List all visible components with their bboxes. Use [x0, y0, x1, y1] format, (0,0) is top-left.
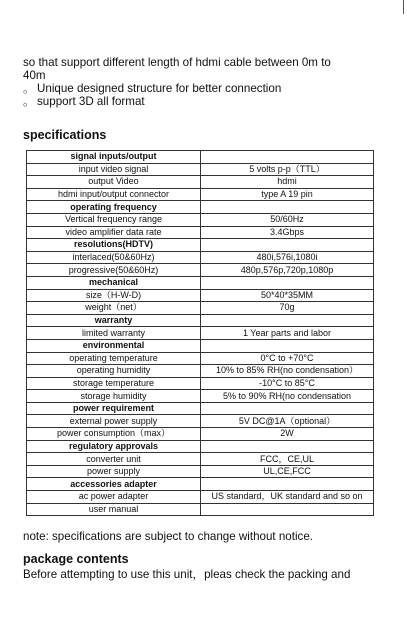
table-section-row [27, 276, 374, 289]
table-section-row [27, 151, 374, 164]
spec-value-cell: 480i,576i,1080i [201, 251, 374, 264]
table-row [27, 365, 374, 378]
package-contents-text: Before attempting to use this unit，pleas check the packing and [23, 568, 351, 581]
spec-label-cell: progressive(50&60Hz) [27, 264, 201, 277]
table-row [27, 163, 374, 176]
spec-value-cell: 50*40*35MM [201, 289, 374, 302]
table-section-row [27, 314, 374, 327]
spec-label-cell: operating frequency [27, 201, 201, 214]
table-row [27, 226, 374, 239]
spec-label-cell: ac power adapter [27, 491, 201, 504]
table-row [27, 264, 374, 277]
spec-value-cell [201, 314, 374, 327]
spec-label-cell: mechanical [27, 276, 201, 289]
spec-label-cell: external power supply [27, 415, 201, 428]
bullet-text: Unique designed structure for better connection [37, 82, 282, 95]
spec-label-cell: user manual [27, 503, 201, 516]
spec-label-cell: input video signal [27, 163, 201, 176]
spec-value-cell [201, 503, 374, 516]
spec-value-cell: US standard，UK standard and so on [201, 491, 374, 504]
table-row [27, 377, 374, 390]
specifications-table [26, 150, 374, 516]
bullet-item [23, 95, 393, 108]
spec-value-cell [201, 339, 374, 352]
spec-label-cell: resolutions(HDTV) [27, 239, 201, 252]
spec-label-cell: storage temperature [27, 377, 201, 390]
spec-value-cell [201, 402, 374, 415]
spec-label-cell: storage humidity [27, 390, 201, 403]
spec-label-cell: operating temperature [27, 352, 201, 365]
spec-label-cell: interlaced(50&60Hz) [27, 251, 201, 264]
table-section-row [27, 440, 374, 453]
table-row [27, 465, 374, 478]
table-row [27, 251, 374, 264]
bullet-mark: 。 [23, 95, 35, 108]
spec-value-cell: 50/60Hz [201, 213, 374, 226]
spec-value-cell [201, 239, 374, 252]
spec-label-cell: power requirement [27, 402, 201, 415]
table-row [27, 415, 374, 428]
spec-value-cell: hdmi [201, 176, 374, 189]
table-section-row [27, 201, 374, 214]
spec-value-cell: 5V DC@1A（optional） [201, 415, 374, 428]
bullet-mark: 。 [23, 82, 35, 95]
bullet-item [23, 82, 393, 95]
table-row [27, 302, 374, 315]
spec-label-cell: power supply [27, 465, 201, 478]
spec-label-cell: environmental [27, 339, 201, 352]
spec-value-cell: FCC，CE,UL [201, 453, 374, 466]
spec-label-cell: output Video [27, 176, 201, 189]
spec-label-cell: hdmi input/output connector [27, 188, 201, 201]
page-edge-mark [403, 0, 404, 14]
table-row [27, 176, 374, 189]
table-row [27, 289, 374, 302]
spec-label-cell: video amplifier data rate [27, 226, 201, 239]
intro-paragraph [23, 56, 393, 108]
table-section-row [27, 239, 374, 252]
spec-value-cell: 1 Year parts and labor [201, 327, 374, 340]
table-row [27, 188, 374, 201]
spec-label-cell: warranty [27, 314, 201, 327]
spec-value-cell: 3.4Gbps [201, 226, 374, 239]
spec-label-cell: converter unit [27, 453, 201, 466]
table-row [27, 491, 374, 504]
table-section-row [27, 478, 374, 491]
intro-line-1: so that support different length of hdmi cable between 0m to [23, 56, 331, 69]
spec-value-cell: -10°C to 85°C [201, 377, 374, 390]
spec-value-cell [201, 201, 374, 214]
table-row [27, 390, 374, 403]
spec-value-cell: 2W [201, 428, 374, 441]
spec-value-cell: 0°C to +70°C [201, 352, 374, 365]
spec-label-cell: signal inputs/output [27, 151, 201, 164]
table-section-row [27, 339, 374, 352]
spec-value-cell: 5 volts p-p（TTL） [201, 163, 374, 176]
spec-value-cell: type A 19 pin [201, 188, 374, 201]
spec-label-cell: operating humidity [27, 365, 201, 378]
spec-label-cell: accessories adapter [27, 478, 201, 491]
table-row [27, 453, 374, 466]
note-text: note: specifications are subject to change without notice. [23, 530, 314, 543]
spec-label-cell: Vertical frequency range [27, 213, 201, 226]
spec-value-cell: 480p,576p,720p,1080p [201, 264, 374, 277]
spec-label-cell: regulatory approvals [27, 440, 201, 453]
package-contents-heading: package contents [23, 552, 129, 566]
table-row [27, 503, 374, 516]
bullet-text: support 3D all format [37, 95, 145, 108]
table-row [27, 352, 374, 365]
spec-value-cell [201, 440, 374, 453]
table-section-row [27, 402, 374, 415]
specifications-heading: specifications [23, 128, 107, 142]
spec-value-cell [201, 151, 374, 164]
table-row [27, 428, 374, 441]
table-row [27, 213, 374, 226]
spec-value-cell: 10% to 85% RH(no condensation） [201, 365, 374, 378]
spec-label-cell: size（H-W-D) [27, 289, 201, 302]
spec-label-cell: power consumption（max） [27, 428, 201, 441]
spec-value-cell: UL,CE,FCC [201, 465, 374, 478]
spec-value-cell: 70g [201, 302, 374, 315]
spec-value-cell: 5% to 90% RH(no condensation [201, 390, 374, 403]
spec-label-cell: weight（net） [27, 302, 201, 315]
intro-line-2: 40m [23, 69, 46, 82]
spec-label-cell: limited warranty [27, 327, 201, 340]
spec-value-cell [201, 478, 374, 491]
spec-value-cell [201, 276, 374, 289]
specifications-table-body [27, 151, 374, 516]
table-row [27, 327, 374, 340]
